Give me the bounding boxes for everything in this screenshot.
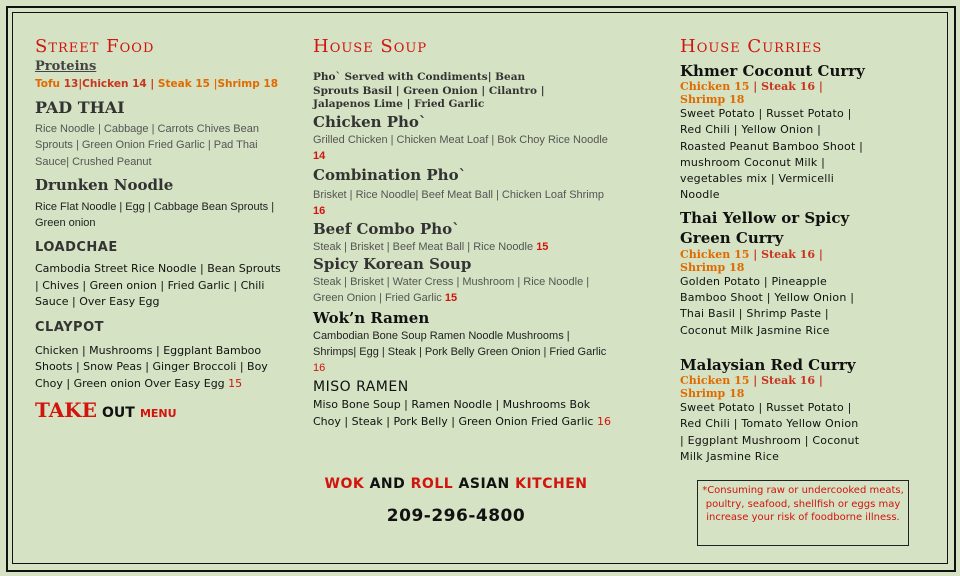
price-steak: Steak 16 <box>761 247 816 261</box>
brand-asian: ASIAN <box>458 476 510 492</box>
item-desc-text: Brisket | Rice Noodle| Beef Meat Ball | Chicken Loaf Shrimp <box>313 189 605 202</box>
item-desc: Golden Potato | Pineapple Bamboo Shoot | Yellow Onion | Thai Basil | Shrimp Paste | Coconut Milk Jasmine Rice <box>680 274 855 337</box>
protein-chicken: Chicken <box>82 78 129 90</box>
protein-steak: Steak <box>157 78 192 90</box>
item-desc-text: Grilled Chicken | Chicken Meat Loaf | Bok Choy Rice Noodle <box>313 133 608 146</box>
street-food-title: Street Food <box>35 36 155 57</box>
item-desc-text: Cambodian Bone Soup Ramen Noodle Mushrooms | Shrimps| Egg | Steak | Pork Belly Green Onion | Fried Garlic <box>313 329 607 358</box>
item-name: Combination Pho` <box>313 166 467 185</box>
brand-and: AND <box>369 476 406 492</box>
item-desc <box>313 239 613 255</box>
price-shrimp: Shrimp 18 <box>680 93 745 106</box>
item-name: Thai Yellow or Spicy Green Curry <box>680 208 850 247</box>
item-name: PAD THAI <box>35 98 125 117</box>
proteins-label: Proteins <box>35 59 97 74</box>
item-desc-text: Steak | Brisket | Beef Meat Ball | Rice Noodle <box>313 240 534 253</box>
menu-item <box>35 176 285 232</box>
item-desc <box>313 397 613 430</box>
menu-item <box>680 357 865 465</box>
out-label: OUT <box>102 405 135 422</box>
street-food-column <box>35 36 285 426</box>
food-safety-notice: *Consuming raw or undercooked meats, poultry, seafood, shellfish or eggs may increase your risk of foodborne illness. <box>697 480 909 546</box>
item-name: MISO RAMEN <box>313 379 409 396</box>
item-desc <box>313 187 613 220</box>
item-name: Chicken Pho` <box>313 112 427 131</box>
menu-item <box>313 255 613 307</box>
item-desc: Sweet Potato | Russet Potato | Red Chili | Yellow Onion | Roasted Peanut Bamboo Shoot | mushroom Coconut Milk | vegetables mix | Vermicelli Noodle <box>680 107 864 202</box>
curry-prices: Chicken 15 | Steak 16 | Shrimp 18 <box>680 373 823 400</box>
item-name: Beef Combo Pho` <box>313 219 460 238</box>
brand-roll: ROLL <box>410 476 454 492</box>
item-desc: Sweet Potato | Russet Potato | Red Chili | Tomato Yellow Onion | Eggplant Mushroom | Coconut Milk Jasmine Rice <box>680 400 860 463</box>
restaurant-name <box>316 476 596 492</box>
item-desc <box>35 343 285 393</box>
proteins-prices: Tofu 13|Chicken 14 | Steak 15 |Shrimp 18 <box>35 78 279 90</box>
item-price: 15 <box>444 292 458 305</box>
menu-item <box>313 113 613 165</box>
price-chicken: Chicken 15 <box>680 247 750 261</box>
curry-prices: Chicken 15 | Steak 16 | Shrimp 18 <box>680 247 823 274</box>
protein-steak-price: 15 <box>195 78 210 90</box>
house-soup-title: House Soup <box>313 36 428 57</box>
take-out-menu <box>35 398 285 426</box>
item-name: Drunken Noodle <box>35 175 174 194</box>
item-desc: Rice Flat Noodle | Egg | Cabbage Bean Sprouts | Green onion <box>35 200 275 230</box>
item-desc: Cambodia Street Rice Noodle | Bean Sprouts | Chives | Green onion | Fried Garlic | Chili Sauce | Over Easy Egg <box>35 262 281 309</box>
curry-prices: Chicken 15 | Steak 16 | Shrimp 18 <box>680 80 823 106</box>
house-curries-title: House Curries <box>680 36 823 57</box>
menu-item <box>35 98 285 170</box>
menu-item <box>680 63 865 204</box>
protein-shrimp: Shrimp <box>217 78 260 90</box>
protein-chicken-price: 14 <box>132 78 147 90</box>
brand-wok: WOK <box>324 476 365 492</box>
item-desc-text: Steak | Brisket | Water Cress | Mushroom | Rice Noodle | Green Onion | Fried Garlic <box>313 275 590 305</box>
item-desc-text: Miso Bone Soup | Ramen Noodle | Mushrooms Bok Choy | Steak | Pork Belly | Green Onion Fried Garlic <box>313 398 594 428</box>
protein-tofu-price: 13 <box>63 78 79 90</box>
menu-item <box>313 378 613 430</box>
menu-item <box>313 166 613 220</box>
house-curries-column <box>680 36 865 465</box>
item-name: Wok’n Ramen <box>313 308 430 327</box>
phone-number[interactable]: 209-296-4800 <box>386 506 526 526</box>
menu-item <box>313 309 613 377</box>
item-price: 16 <box>313 362 326 375</box>
item-price: 14 <box>313 149 326 162</box>
house-soup-column <box>313 36 613 526</box>
item-name: CLAYPOT <box>35 319 105 335</box>
brand-kitchen: KITCHEN <box>515 476 588 492</box>
price-shrimp: Shrimp 18 <box>680 386 745 400</box>
soup-intro: Pho` Served with Condiments| Bean Sprouts Basil | Green Onion | Cilantro | Jalapenos Lime | Fried Garlic <box>313 71 545 110</box>
item-price: 15 <box>228 376 243 390</box>
menu-item <box>35 239 285 311</box>
item-price: 16 <box>596 414 611 428</box>
menu-item <box>680 208 865 339</box>
item-price: 15 <box>536 240 549 253</box>
item-price: 16 <box>313 205 326 218</box>
item-name: Spicy Korean Soup <box>313 254 472 273</box>
item-name: Khmer Coconut Curry <box>680 62 865 80</box>
protein-tofu: Tofu <box>35 78 61 90</box>
item-desc: Rice Noodle | Cabbage | Carrots Chives Bean Sprouts | Green Onion Fried Garlic | Pad Thai Sauce| Crushed Peanut <box>35 123 259 168</box>
menu-label: MENU <box>139 407 177 421</box>
price-chicken: Chicken 15 <box>680 373 750 387</box>
take-label: TAKE <box>35 398 97 423</box>
item-desc <box>313 132 613 165</box>
item-desc-text: Chicken | Mushrooms | Eggplant Bamboo Shoots | Snow Peas | Ginger Broccoli | Boy Choy | Green onion Over Easy Egg <box>35 343 268 390</box>
protein-shrimp-price: 18 <box>263 78 279 90</box>
item-desc <box>313 274 613 307</box>
price-steak: Steak 16 <box>761 373 816 387</box>
price-chicken: Chicken 15 <box>680 80 750 93</box>
price-shrimp: Shrimp 18 <box>680 260 745 274</box>
item-name: LOADCHAE <box>35 240 118 256</box>
menu-item <box>313 220 613 255</box>
item-name: Malaysian Red Curry <box>680 355 856 374</box>
price-steak: Steak 16 <box>761 80 816 93</box>
menu-item <box>35 319 285 393</box>
item-desc <box>313 328 613 377</box>
